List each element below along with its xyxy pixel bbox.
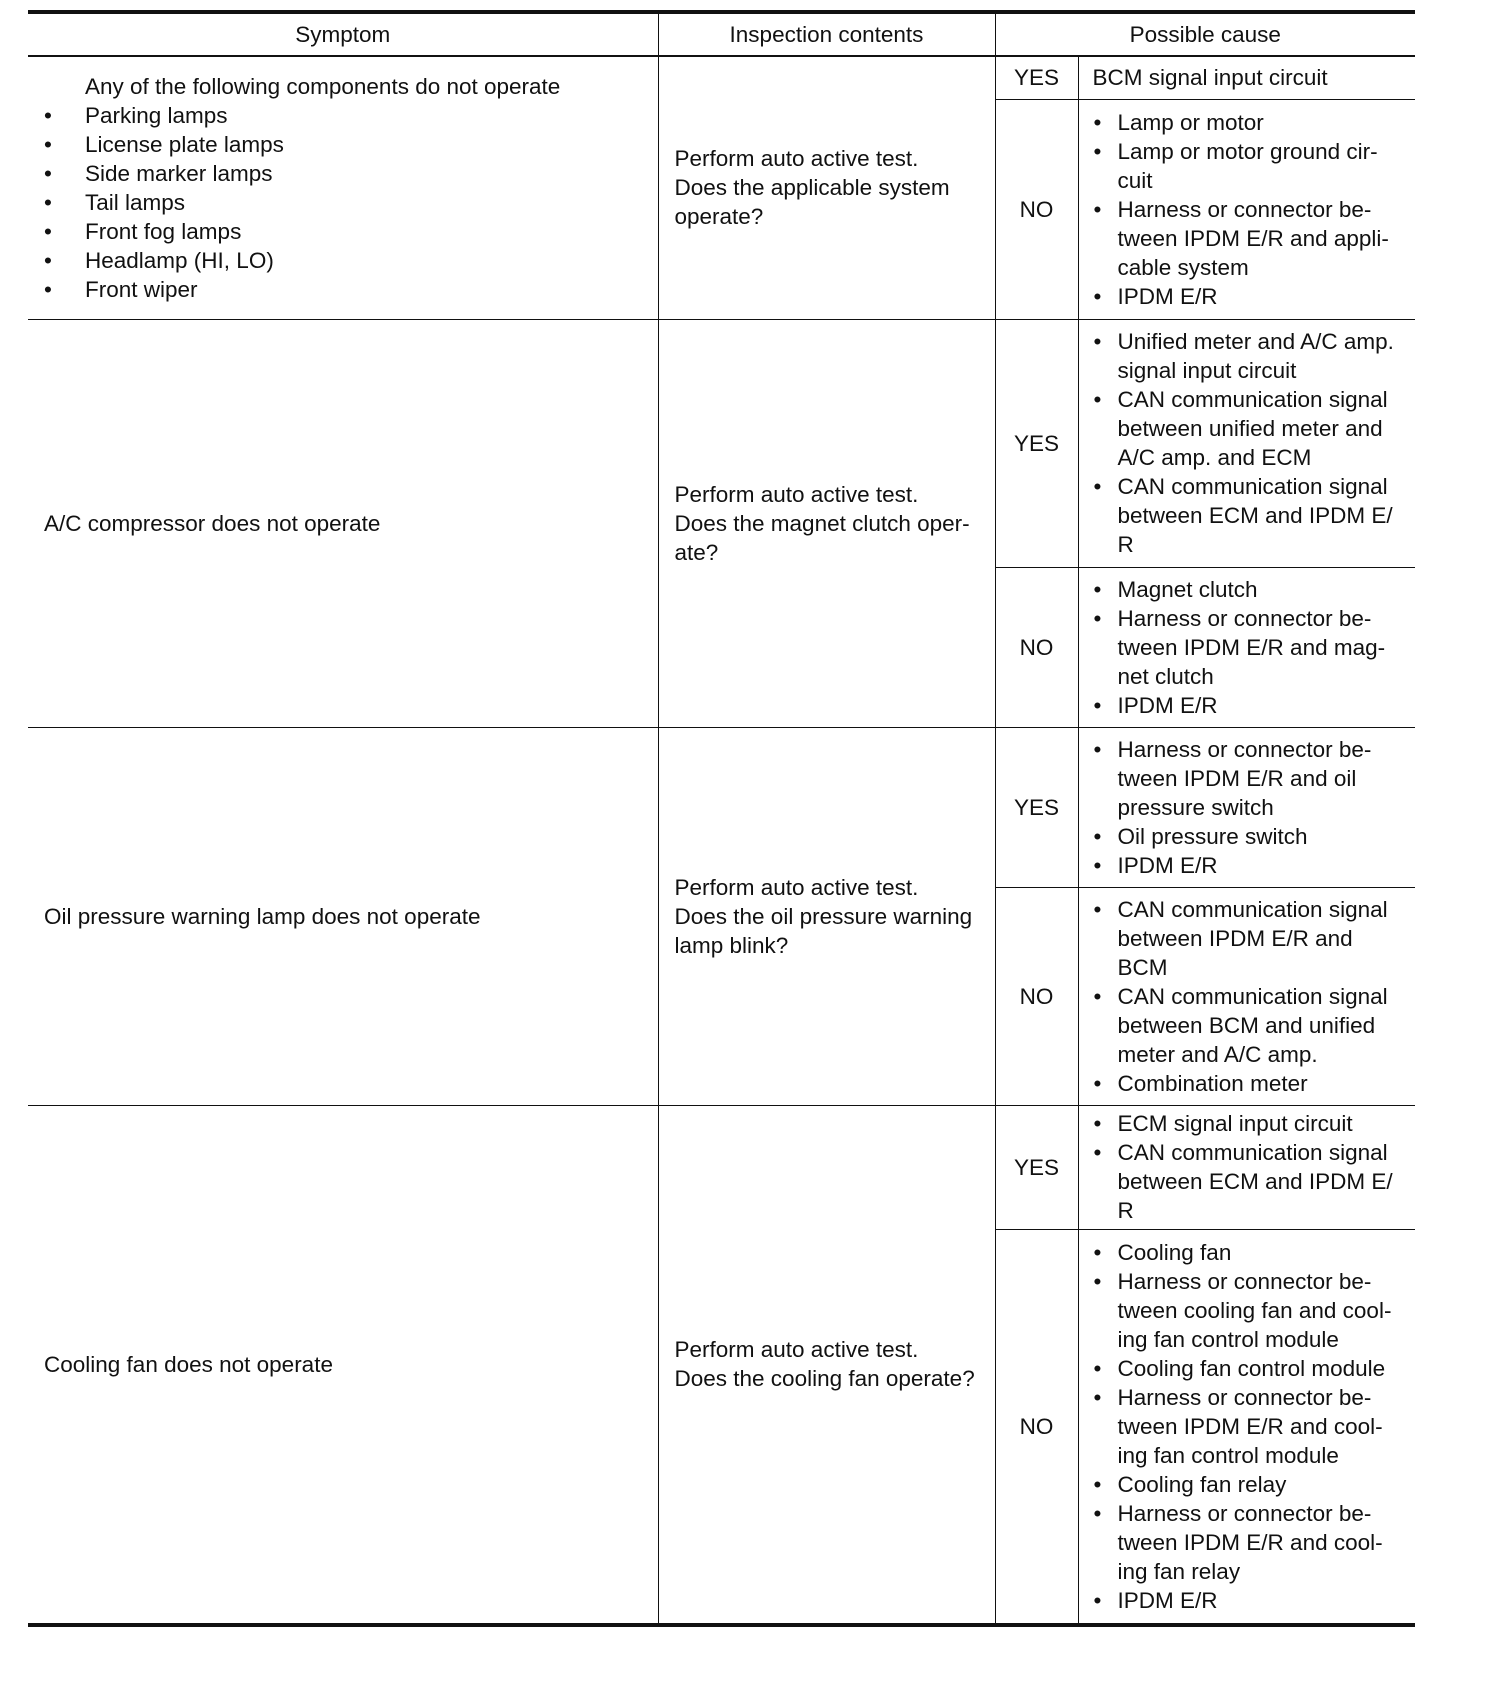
cause-yes <box>1078 319 1415 567</box>
list-item: • IPDM E/R <box>1093 851 1410 880</box>
list-item: • Lamp or motor <box>1093 108 1410 137</box>
cause-list <box>1093 327 1410 559</box>
cause-yes <box>1078 1105 1415 1229</box>
cause-list <box>1093 1238 1410 1615</box>
yes-label: YES <box>995 727 1078 887</box>
table-row <box>28 56 1415 99</box>
cause-list <box>1093 108 1410 311</box>
cause-list <box>1093 575 1410 720</box>
cause-no <box>1078 1229 1415 1625</box>
diagnosis-table <box>28 10 1415 1627</box>
list-item: • Harness or connector be- tween IPDM E/R and cool- ing fan relay <box>1093 1499 1410 1586</box>
list-item: • Harness or connector be- tween cooling fan and cool- ing fan control module <box>1093 1267 1410 1354</box>
symptom-cell: Oil pressure warning lamp does not operate <box>28 727 658 1105</box>
table-row <box>28 1105 1415 1229</box>
inspection-cell: Perform auto active test. Does the cooling fan operate? <box>658 1105 995 1625</box>
list-item: • Harness or connector be- tween IPDM E/R and oil pressure switch <box>1093 735 1410 822</box>
cause-yes <box>1078 727 1415 887</box>
header-row <box>28 12 1415 56</box>
symptom-intro: Any of the following components do not operate <box>85 73 561 99</box>
table-row <box>28 727 1415 887</box>
inspection-cell: Perform auto active test. Does the magnet clutch oper- ate? <box>658 319 995 727</box>
list-item: • CAN communication signal between IPDM E/R and BCM <box>1093 895 1410 982</box>
list-item: • Front wiper <box>44 275 650 304</box>
inspection-cell: Perform auto active test. Does the oil pressure warning lamp blink? <box>658 727 995 1105</box>
inspection-cell: Perform auto active test. Does the applicable system operate? <box>658 56 995 319</box>
no-label: NO <box>995 99 1078 319</box>
list-item: • IPDM E/R <box>1093 1586 1410 1615</box>
list-item: • IPDM E/R <box>1093 691 1410 720</box>
list-item: • Unified meter and A/C amp. signal input circuit <box>1093 327 1410 385</box>
list-item: • Combination meter <box>1093 1069 1410 1098</box>
list-item: • CAN communication signal between ECM and IPDM E/ R <box>1093 1138 1410 1225</box>
list-item: • Magnet clutch <box>1093 575 1410 604</box>
list-item: • Cooling fan relay <box>1093 1470 1410 1499</box>
cause-no <box>1078 887 1415 1105</box>
list-item: • Harness or connector be- tween IPDM E/R and appli- cable system <box>1093 195 1410 282</box>
symptom-cell <box>28 56 658 319</box>
no-label: NO <box>995 887 1078 1105</box>
list-item: • CAN communication signal between ECM and IPDM E/ R <box>1093 472 1410 559</box>
cause-list <box>1093 895 1410 1098</box>
list-item: • Lamp or motor ground cir- cuit <box>1093 137 1410 195</box>
no-label: NO <box>995 1229 1078 1625</box>
cause-yes: BCM signal input circuit <box>1078 56 1415 99</box>
list-item: • Harness or connector be- tween IPDM E/R and mag- net clutch <box>1093 604 1410 691</box>
header-inspection: Inspection contents <box>658 12 995 56</box>
list-item: • Cooling fan <box>1093 1238 1410 1267</box>
yes-label: YES <box>995 319 1078 567</box>
no-label: NO <box>995 567 1078 727</box>
list-item: • CAN communication signal between BCM and unified meter and A/C amp. <box>1093 982 1410 1069</box>
cause-no <box>1078 567 1415 727</box>
list-item: • License plate lamps <box>44 130 650 159</box>
cause-no <box>1078 99 1415 319</box>
symptom-cell: Cooling fan does not operate <box>28 1105 658 1625</box>
list-item: • Headlamp (HI, LO) <box>44 246 650 275</box>
header-possible-cause: Possible cause <box>995 12 1415 56</box>
yes-label: YES <box>995 1105 1078 1229</box>
table-row <box>28 319 1415 567</box>
list-item: • CAN communication signal between unified meter and A/C amp. and ECM <box>1093 385 1410 472</box>
list-item: • IPDM E/R <box>1093 282 1410 311</box>
list-item: • Oil pressure switch <box>1093 822 1410 851</box>
yes-label: YES <box>995 56 1078 99</box>
list-item: • ECM signal input circuit <box>1093 1109 1410 1138</box>
symptom-list <box>44 101 650 304</box>
list-item: • Harness or connector be- tween IPDM E/R and cool- ing fan control module <box>1093 1383 1410 1470</box>
cause-list <box>1093 735 1410 880</box>
symptom-cell: A/C compressor does not operate <box>28 319 658 727</box>
list-item: • Front fog lamps <box>44 217 650 246</box>
list-item: • Side marker lamps <box>44 159 650 188</box>
list-item: • Parking lamps <box>44 101 650 130</box>
header-symptom: Symptom <box>28 12 658 56</box>
list-item: • Tail lamps <box>44 188 650 217</box>
list-item: • Cooling fan control module <box>1093 1354 1410 1383</box>
cause-list <box>1093 1109 1410 1225</box>
